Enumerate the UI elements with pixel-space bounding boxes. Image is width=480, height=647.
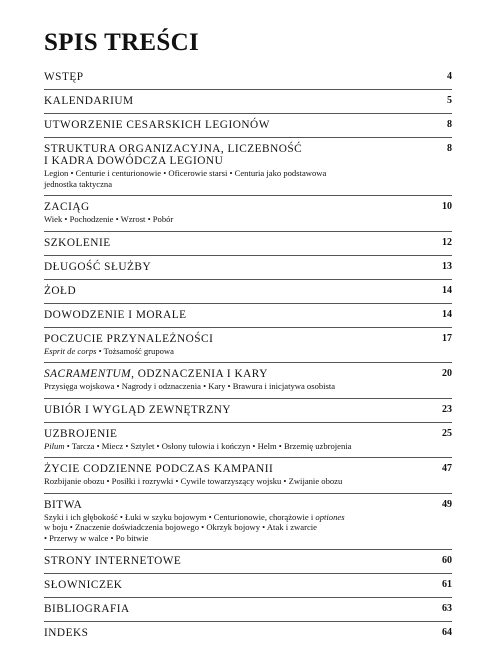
toc-entry-page: 13: [442, 260, 452, 272]
toc-entry[interactable]: [44, 550, 452, 574]
toc-entry-title-text: BITWA: [44, 498, 83, 511]
toc-entry-title-line: [44, 143, 302, 155]
toc-entry-title: [44, 119, 270, 131]
toc-entry-page: 8: [447, 119, 452, 130]
toc-entry-title-line: [44, 428, 117, 440]
toc-entry-subtopic-line: [44, 476, 424, 487]
toc-entry-title-text: STRUKTURA ORGANIZACYJNA, LICZEBNOŚĆ: [44, 143, 303, 155]
toc-entry-title-italic: SACRAMENTUM: [44, 368, 132, 380]
toc-entry-page: 47: [442, 463, 452, 474]
toc-entry-title-line: [44, 71, 84, 83]
toc-entry[interactable]: [44, 196, 452, 232]
toc-entry-head: [44, 119, 452, 131]
toc-entry-title-text: INDEKS: [44, 627, 89, 639]
toc-entry-page: 14: [442, 284, 452, 296]
toc-entry-subtopic-line: [44, 179, 424, 190]
toc-entry-subtopic-italic: Pilum: [44, 440, 65, 451]
toc-entry[interactable]: [44, 280, 452, 304]
toc-entry[interactable]: [44, 232, 452, 256]
toc-entry-subtopic-text: • Tożsamość grupowa: [98, 345, 174, 356]
toc-entry-subtopic-line: [44, 168, 424, 179]
toc-entry-head: [44, 428, 452, 440]
toc-entry-page: 8: [447, 143, 452, 154]
toc-entry-head: [44, 499, 452, 511]
toc-entry-title: [44, 333, 213, 345]
toc-entry[interactable]: [44, 256, 452, 280]
toc-entry-title-text: POCZUCIE PRZYNALEŻNOŚCI: [44, 332, 214, 345]
toc-entry-head: [44, 404, 452, 416]
toc-entry-title-line: [44, 579, 122, 591]
toc-entry-page: 60: [442, 555, 452, 566]
toc-entry-title-text: DOWODZENIE I MORALE: [44, 308, 187, 321]
toc-entry-subtopic-line: [44, 381, 424, 392]
toc-entry-subtopic-text: w boju • Znaczenie doświadczenia bojowego • Okrzyk bojowy • Atak i zwarcie: [44, 522, 317, 532]
toc-entry-title-text: , ODZNACZENIA I KARY: [131, 368, 268, 380]
toc-entry-title-text: SŁOWNICZEK: [44, 579, 123, 591]
toc-entry-title: [44, 555, 181, 567]
toc-entry-head: [44, 261, 452, 273]
toc-entry-title: [44, 404, 231, 416]
toc-entry-head: [44, 95, 452, 107]
toc-entry-subtopic-text: Przysięga wojskowa • Nagrody i odznaczenia • Kary • Brawura i inicjatywa osobista: [44, 381, 336, 391]
toc-entry-title-text: STRONY INTERNETOWE: [44, 555, 182, 567]
toc-entry-head: [44, 368, 452, 380]
toc-entry-page: 64: [442, 627, 452, 638]
toc-entry[interactable]: [44, 138, 452, 196]
toc-entry-title: [44, 95, 134, 107]
toc-entry-subtopic-text: • Tarcza • Miecz • Sztylet • Osłony tułowia i kończyn • Helm • Brzemię uzbrojenia: [66, 440, 352, 451]
toc-entry-subtopics: [44, 346, 424, 357]
toc-entry-title-text: UTWORZENIE CESARSKICH LEGIONÓW: [44, 119, 270, 131]
toc-entry-title-line: [44, 201, 90, 213]
toc-entry-title: [44, 201, 90, 213]
toc-entry-subtopic-line: [44, 441, 424, 452]
toc-entry[interactable]: [44, 598, 452, 622]
toc-entry-title-line: [44, 404, 231, 416]
toc-entry-title: [44, 71, 84, 83]
toc-entry-subtopics: [44, 476, 424, 487]
toc-entry-page: 12: [442, 236, 452, 248]
toc-entry-title-text: BIBLIOGRAFIA: [44, 603, 130, 615]
toc-entry-title-text: UZBROJENIE: [44, 427, 118, 440]
toc-entry-subtopic-line: [44, 512, 424, 523]
toc-entry-page: 25: [442, 427, 452, 439]
toc-entry-page: 23: [442, 403, 452, 415]
toc-entry-subtopic-line: [44, 522, 424, 533]
toc-entry-subtopics: [44, 168, 424, 189]
toc-entry-title-line: [44, 285, 76, 297]
toc-entry-subtopic-text: • Przerwy w walce • Po bitwie: [44, 532, 149, 543]
toc-entry-title-text: KALENDARIUM: [44, 95, 134, 107]
toc-entry[interactable]: [44, 363, 452, 399]
toc-entry[interactable]: [44, 494, 452, 551]
toc-entry-subtopic-line: [44, 346, 424, 357]
toc-entry-head: [44, 463, 452, 475]
toc-entry-head: [44, 333, 452, 345]
toc-entry-title-line: [44, 119, 270, 131]
toc-entry-subtopic-italic: Esprit de corps: [44, 345, 97, 356]
toc-entry[interactable]: [44, 399, 452, 423]
toc-entry-title-text: I KADRA DOWÓDCZA LEGIONU: [44, 155, 224, 167]
toc-entry-title: [44, 603, 130, 615]
toc-entry-head: [44, 627, 452, 639]
toc-entry-head: [44, 555, 452, 567]
toc-entry-subtopic-text: Legion • Centurie i centurionowie • Oficerowie starsi • Centuria jako podstawowa: [44, 168, 327, 178]
toc-entry-page: 14: [442, 308, 452, 320]
toc-entry-page: 5: [447, 95, 452, 106]
toc-entry-title: [44, 499, 82, 511]
toc-entry-head: [44, 71, 452, 83]
toc-entry[interactable]: [44, 66, 452, 90]
toc-entry[interactable]: [44, 458, 452, 494]
toc-entry-title-text: SZKOLENIE: [44, 236, 111, 249]
toc-entry-subtopics: [44, 381, 424, 392]
toc-entry-title-line: [44, 155, 302, 167]
table-of-contents: [44, 66, 452, 645]
toc-entry-page: 49: [442, 498, 452, 510]
toc-entry-subtopic-italic: optiones: [315, 511, 345, 522]
toc-entry-title: [44, 285, 76, 297]
toc-entry-title: [44, 309, 187, 321]
toc-entry-title: [44, 368, 268, 380]
toc-entry-subtopics: [44, 214, 424, 225]
toc-entry-title: [44, 237, 111, 249]
toc-entry-subtopic-text: Szyki i ich głębokość • Łuki w szyku bojowym • Centurionowie, chorążowie i: [44, 511, 316, 522]
toc-entry-title-text: DŁUGOŚĆ SŁUŻBY: [44, 260, 152, 273]
toc-entry[interactable]: [44, 574, 452, 598]
toc-entry-subtopic-line: [44, 214, 424, 225]
toc-entry-title-text: ŻOŁD: [44, 284, 77, 297]
toc-entry-title-line: [44, 499, 82, 511]
toc-entry[interactable]: [44, 114, 452, 138]
toc-entry-title-text: ZACIĄG: [44, 201, 90, 213]
toc-entry-title-line: [44, 627, 88, 639]
toc-entry-page: 17: [442, 332, 452, 344]
toc-entry-title: [44, 261, 151, 273]
toc-entry-title: [44, 463, 273, 475]
toc-entry-head: [44, 143, 452, 167]
toc-entry-page: 61: [442, 579, 452, 590]
toc-entry[interactable]: [44, 622, 452, 645]
toc-entry-title-line: [44, 95, 134, 107]
toc-entry[interactable]: [44, 90, 452, 114]
toc-entry-page: 4: [447, 71, 452, 82]
toc-entry-title-line: [44, 555, 181, 567]
toc-entry-title-line: [44, 333, 213, 345]
toc-entry-title: [44, 579, 122, 591]
toc-entry-title: [44, 428, 117, 440]
toc-entry-head: [44, 603, 452, 615]
toc-entry-title-line: [44, 237, 111, 249]
toc-entry-title-line: [44, 309, 187, 321]
toc-entry-page: 20: [442, 368, 452, 379]
toc-entry-title: [44, 627, 88, 639]
toc-entry-subtopics: [44, 512, 424, 544]
toc-entry-title-line: [44, 463, 273, 475]
toc-entry-title-text: UBIÓR I WYGLĄD ZEWNĘTRZNY: [44, 403, 232, 416]
toc-entry-head: [44, 309, 452, 321]
toc-entry-title-text: ŻYCIE CODZIENNE PODCZAS KAMPANII: [44, 463, 274, 475]
toc-entry-title: [44, 143, 302, 167]
toc-entry-head: [44, 285, 452, 297]
toc-entry-subtopic-line: [44, 533, 424, 544]
toc-entry-head: [44, 579, 452, 591]
toc-entry-page: 10: [442, 201, 452, 212]
toc-entry[interactable]: [44, 304, 452, 328]
toc-entry-title-line: [44, 603, 130, 615]
toc-entry[interactable]: [44, 328, 452, 364]
toc-entry-page: 63: [442, 603, 452, 614]
toc-entry-subtopic-text: Rozbijanie obozu • Posiłki i rozrywki • Cywile towarzyszący wojsku • Zwijanie obozu: [44, 476, 343, 486]
toc-entry-subtopics: [44, 441, 424, 452]
toc-entry-title-line: [44, 261, 151, 273]
toc-entry-subtopic-text: jednostka taktyczna: [44, 178, 113, 189]
toc-entry-head: [44, 201, 452, 213]
toc-entry-title-line: [44, 368, 268, 380]
page-title: SPIS TREŚCI: [44, 29, 199, 56]
toc-entry-head: [44, 237, 452, 249]
toc-entry-title-text: WSTĘP: [44, 71, 84, 83]
toc-entry[interactable]: [44, 423, 452, 459]
toc-entry-subtopic-text: Wiek • Pochodzenie • Wzrost • Pobór: [44, 214, 174, 224]
